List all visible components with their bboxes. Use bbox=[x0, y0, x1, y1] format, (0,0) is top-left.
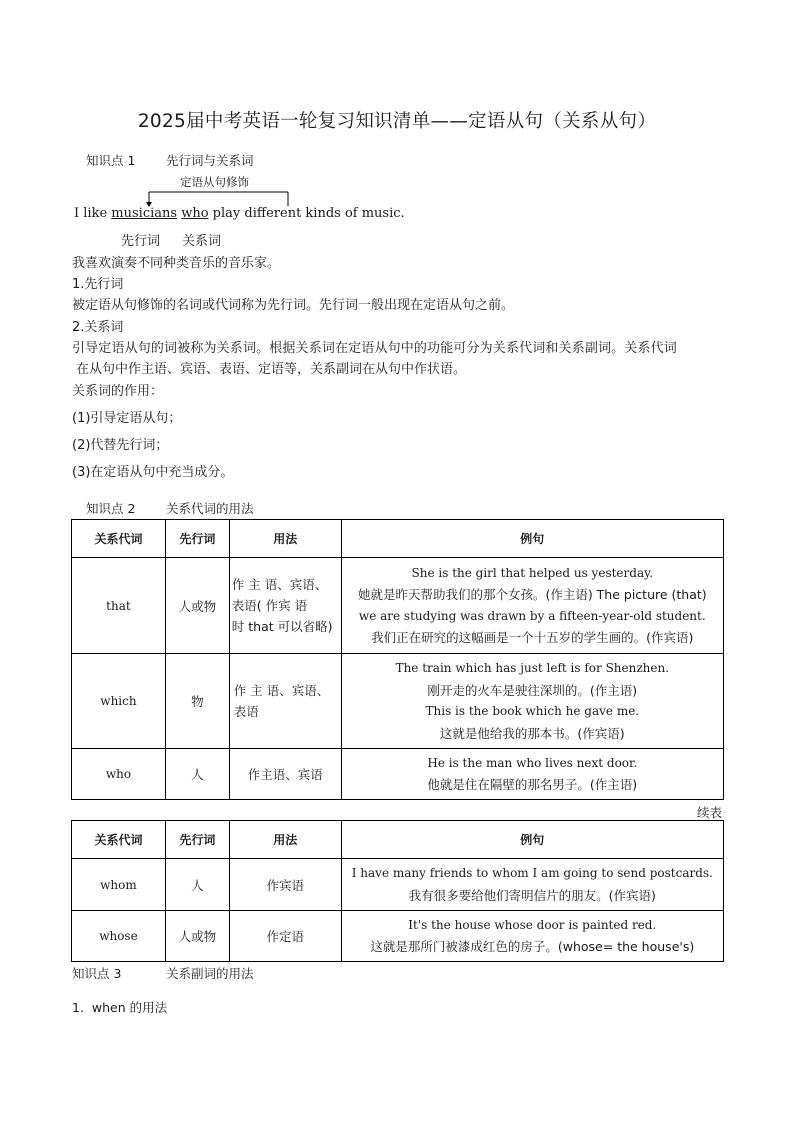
antecedent-cell: 人 bbox=[165, 859, 229, 911]
continued-table-label: 续表 bbox=[696, 805, 722, 820]
header-usage: 用法 bbox=[229, 520, 341, 558]
pronoun-cell: whose bbox=[72, 911, 166, 962]
section-1-body: 被定语从句修饰的名词或代词称为先行词。先行词一般出现在定语从句之前。 bbox=[72, 298, 515, 313]
usage-cell: 作 主 语、宾语、 表语 bbox=[229, 654, 341, 749]
relative-pronoun-table bbox=[71, 519, 724, 800]
table-row bbox=[72, 749, 724, 800]
relative-word: who bbox=[181, 206, 209, 221]
knowledge-point-3 bbox=[72, 964, 254, 982]
header-pronoun: 关系代词 bbox=[72, 821, 166, 859]
knowledge-point-2 bbox=[86, 499, 254, 517]
function-item-2: (2)代替先行词； bbox=[72, 438, 169, 453]
knowledge-point-1 bbox=[86, 151, 254, 169]
sentence-start: I like bbox=[74, 206, 108, 221]
bracket-label: 定语从句修饰 bbox=[180, 175, 249, 189]
kp3-label: 关系副词的用法 bbox=[166, 966, 254, 981]
function-item-3: (3)在定语从句中充当成分。 bbox=[72, 465, 234, 480]
antecedent-relative-figure bbox=[72, 170, 412, 249]
kp2-number: 知识点 2 bbox=[86, 501, 136, 516]
page-title: 2025届中考英语一轮复习知识清单——定语从句（关系从句） bbox=[137, 111, 657, 132]
translation: 我喜欢演奏不同种类音乐的音乐家。 bbox=[72, 256, 281, 271]
example-cell: I have many friends to whom I am going to send postcards. 我有很多要给他们寄明信片的朋友。(作宾语) bbox=[341, 859, 723, 911]
figure-sentence bbox=[74, 206, 405, 221]
pronoun-cell: who bbox=[72, 749, 166, 800]
kp2-label: 关系代词的用法 bbox=[166, 501, 254, 516]
table-row bbox=[72, 859, 724, 911]
relative-label: 关系词 bbox=[182, 234, 222, 249]
table-header-row bbox=[72, 821, 724, 859]
section-1-title: 1.先行词 bbox=[72, 277, 124, 292]
section-when-title: 1. when 的用法 bbox=[72, 1000, 168, 1015]
header-example: 例句 bbox=[341, 520, 723, 558]
functions-title: 关系词的作用： bbox=[72, 384, 164, 399]
table-row bbox=[72, 654, 724, 749]
header-antecedent: 先行词 bbox=[165, 520, 229, 558]
sentence-rest: play different kinds of music. bbox=[212, 206, 405, 221]
example-cell: It's the house whose door is painted red. 这就是那所门被漆成红色的房子。(whose= the house's) bbox=[341, 911, 723, 962]
antecedent-cell: 人或物 bbox=[165, 558, 229, 654]
antecedent-label: 先行词 bbox=[121, 234, 161, 249]
usage-cell: 作 主 语、宾语、 表语( 作宾 语 时 that 可以省略) bbox=[229, 558, 341, 654]
antecedent-cell: 物 bbox=[165, 654, 229, 749]
pronoun-cell: that bbox=[72, 558, 166, 654]
section-2-body-line2: 在从句中作主语、宾语、表语、定语等，关系副词在从句中作状语。 bbox=[76, 362, 467, 377]
table-row bbox=[72, 558, 724, 654]
usage-cell: 作定语 bbox=[229, 911, 341, 962]
kp3-number: 知识点 3 bbox=[72, 966, 122, 981]
example-cell: She is the girl that helped us yesterday. 她就是昨天帮助我们的那个女孩。(作主语) The picture (that) we are studying was drawn by a fifteen-year-old student. 我们正在研究的这幅画是一个十五岁的学生画的。(作宾语) bbox=[341, 558, 723, 654]
pronoun-cell: whom bbox=[72, 859, 166, 911]
usage-cell: 作宾语 bbox=[229, 859, 341, 911]
example-cell: He is the man who lives next door. 他就是住在隔壁的那名男子。(作主语) bbox=[341, 749, 723, 800]
pronoun-cell: which bbox=[72, 654, 166, 749]
example-cell: The train which has just left is for Shenzhen. 刚开走的火车是驶往深圳的。(作主语) This is the book which he gave me. 这就是他给我的那本书。(作宾语) bbox=[341, 654, 723, 749]
table-header-row bbox=[72, 520, 724, 558]
antecedent-word: musicians bbox=[111, 206, 178, 221]
usage-cell: 作主语、宾语 bbox=[229, 749, 341, 800]
table-row bbox=[72, 911, 724, 962]
header-usage: 用法 bbox=[229, 821, 341, 859]
header-example: 例句 bbox=[341, 821, 723, 859]
kp1-label: 先行词与关系词 bbox=[166, 153, 254, 168]
header-antecedent: 先行词 bbox=[165, 821, 229, 859]
antecedent-cell: 人或物 bbox=[165, 911, 229, 962]
header-pronoun: 关系代词 bbox=[72, 520, 166, 558]
function-item-1: (1)引导定语从句； bbox=[72, 411, 182, 426]
section-2-title: 2.关系词 bbox=[72, 320, 124, 335]
kp1-number: 知识点 1 bbox=[86, 153, 136, 168]
relative-pronoun-table-continued bbox=[71, 820, 724, 962]
section-2-body-line1: 引导定语从句的词被称为关系词。根据关系词在定语从句中的功能可分为关系代词和关系副词。关系代词 bbox=[72, 341, 677, 356]
antecedent-cell: 人 bbox=[165, 749, 229, 800]
